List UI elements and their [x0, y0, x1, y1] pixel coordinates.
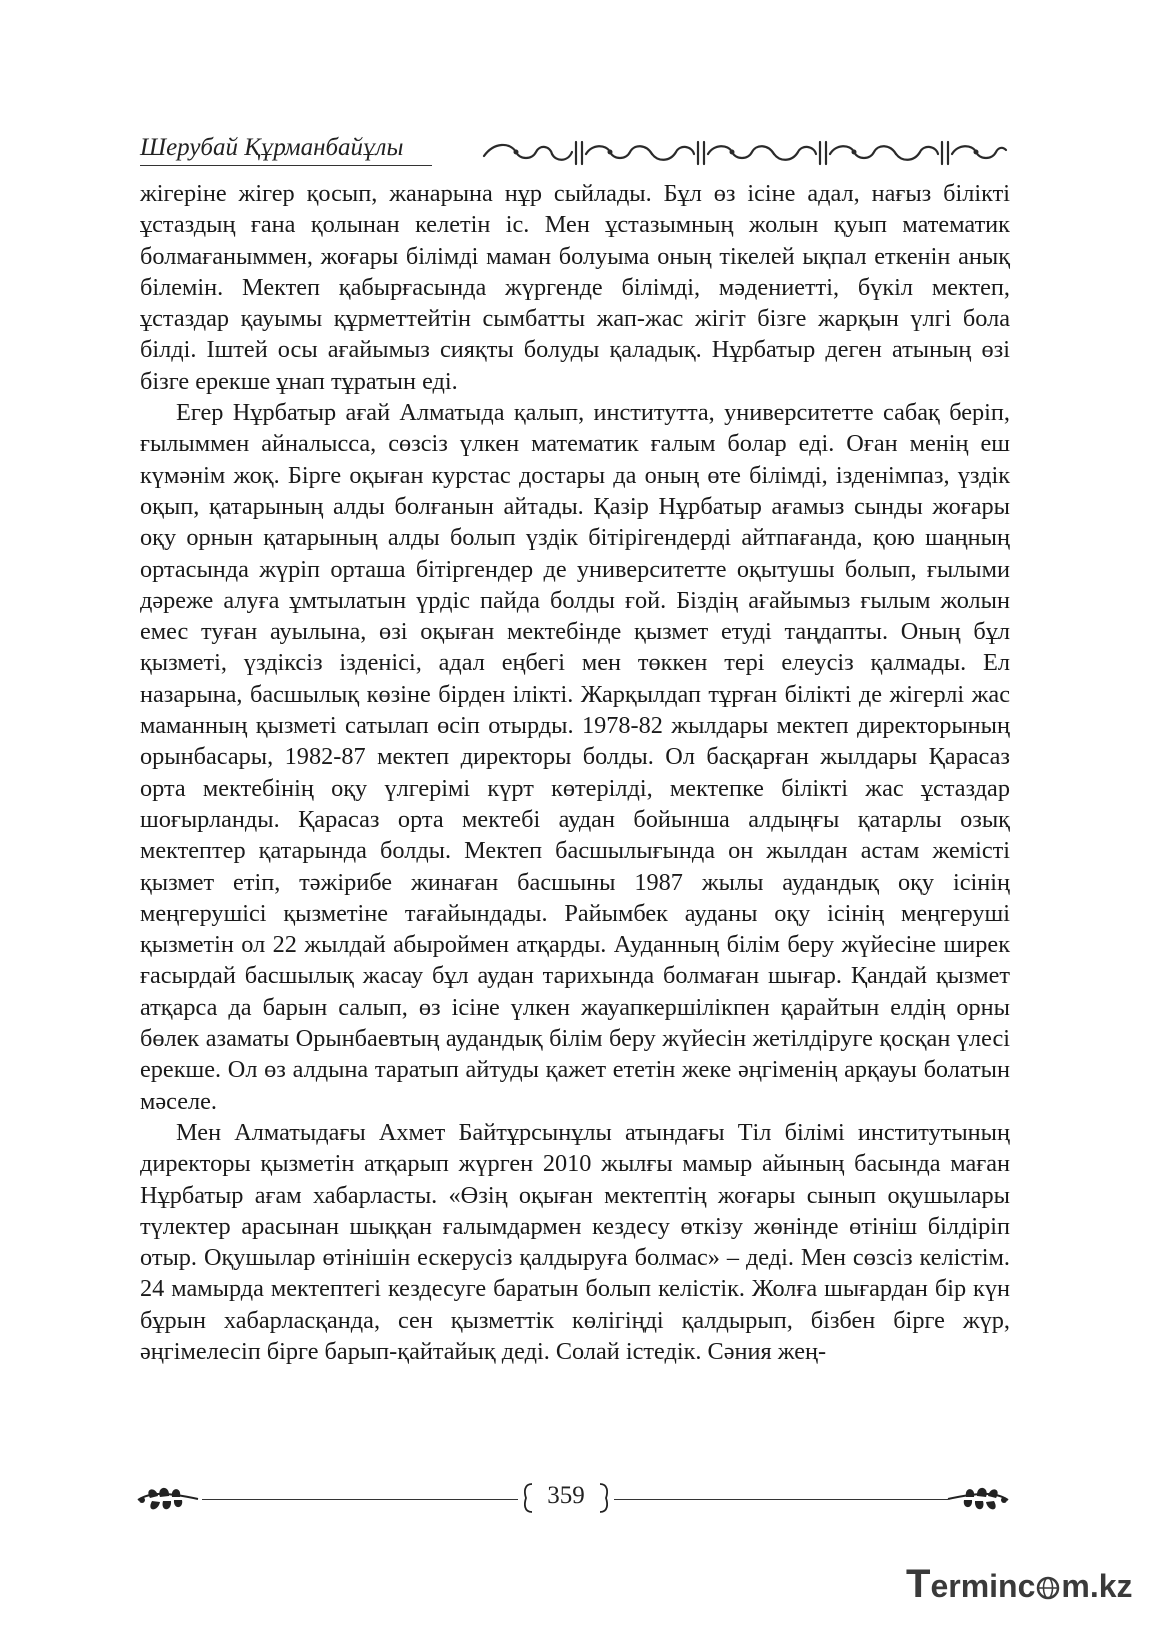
- paragraph-1: жігеріне жігер қосып, жанарына нұр сыйлады. Бұл өз ісіне адал, нағыз білікті ұстаздың ғана қолынан келетін іс. Мен ұстазымның жолын қуып математик болмағаныммен, жоғары білімді маман болуыма оның тікелей ықпал еткенін анық білемін. Мектеп қабырғасында жүргенде білімді, мәдениетті, бүкіл мектеп, ұстаздар қауымы құрметтейтін сымбатты жап-жас жігіт бізге жарқын үлгі бола білді. Іштей осы ағайымыз сияқты болуды қаладық. Нұрбатыр деген атының өзі бізге ерекше ұнап тұратын еді.: [140, 180, 1010, 395]
- body-text: [140, 178, 1010, 1367]
- running-head-author: Шерубай Құрманбайұлы: [140, 134, 404, 161]
- watermark-text-part1: erminc: [930, 1568, 1036, 1604]
- globe-icon: [1036, 1576, 1060, 1600]
- page-footer: [140, 1480, 1010, 1520]
- watermark-initial: T: [906, 1562, 931, 1606]
- footer-rule-left: [202, 1499, 518, 1500]
- header-ornament-icon: [480, 138, 1008, 168]
- footer-rule-right: [614, 1499, 948, 1500]
- watermark-text-part2: m.kz: [1061, 1568, 1133, 1604]
- page-number: 359: [547, 1482, 585, 1509]
- page-header: [140, 130, 1010, 178]
- header-rule: [140, 165, 432, 166]
- paragraph-2: Егер Нұрбатыр ағай Алматыда қалып, институтта, университетте сабақ беріп, ғылыммен айналысса, сөзсіз үлкен математик ғалым болар еді. Оған менің еш күмәнім жоқ. Бірге оқыған курстас достары да оның өте білімді, ізденімпаз, үздік оқып, қатарының алды болғанын айтады. Қазір Нұрбатыр ағамыз сынды жоғары оқу орнын қатарының алды болып үздік бітірігендерді айтпағанда, қою шаңның ортасында жүріп орташа бітіргендер де университетте оқытушы болып, ғылыми дәреже алуға ұмтылатын үрдіс пайда болды ғой. Біздің ағайымыз ғылым жолын емес туған ауылына, өзі оқыған мектебінде қызмет етуді таңдапты. Оның бұл қызметі, үздіксіз ізденісі, адал еңбегі мен төккен тері елеусіз қалмады. Ел назарына, басшылық көзіне бірден ілікті. Жарқылдап тұрған білікті де жігерлі жас маманның қызметі сатылап өсіп отырды. 1978-82 жылдары мектеп директорының орынбасары, 1982-87 мектеп директоры болды. Ол басқарған жылдары Қарасаз орта мектебінің оқу үлгерімі күрт көтерілді, мектепке білікті жас ұстаздар шоғырланды. Қарасаз орта мектебі аудан бойынша алдыңғы қатарлы озық мектептер қатарында болды. Мектеп басшылығында он жылдан астам жемісті қызмет етіп, тәжірибе жинаған басшыны 1987 жылы аудандық оқу ісінің меңгерушісі қызметіне тағайындады. Райымбек ауданы оқу ісінің меңгеруші қызметін ол 22 жылдай абыроймен атқарды. Ауданның білім беру жүйесіне ширек ғасырдай басшылық жасау бұл аудан тарихында болмаған шығар. Қандай қызмет атқарса да барын салып, өз ісіне үлкен жауапкершілікпен қарайтын елдің орны бөлек азаматы Орынбаевтың аудандық білім беру жүйесін жетілдіруге қосқан үлесі ерекше. Ол өз алдына таратып айтуды қажет ететін жеке әңгіменің арқауы болатын мәселе.: [140, 399, 1010, 1115]
- page-number-right-bracket-icon: [598, 1482, 610, 1514]
- leaf-ornament-right-icon: [946, 1484, 1010, 1514]
- paragraph-3: Мен Алматыдағы Ахмет Байтұрсынұлы атындағы Тіл білімі институтының директоры қызметін атқарып жүрген 2010 жылғы мамыр айының басында маған Нұрбатыр ағам хабарласты. «Өзің оқыған мектептің жоғары сынып оқушылары түлектер арасынан шыққан ғалымдармен кездесу өткізу жөнінде өтініш білдіріп отыр. Оқушылар өтінішін ескерусіз қалдыруға болмас» – деді. Мен сөзсіз келістім. 24 мамырда мектептегі кездесуге баратын болып келістік. Жолға шығардан бір күн бұрын хабарласқанда, сен қызметтік көлігіңді қалдырып, бізбен бірге жүр, әңгімелесіп бірге барып-қайтайық деді. Солай істедік. Сәния жең-: [140, 1118, 1010, 1365]
- terminkom-watermark: [906, 1562, 1133, 1606]
- leaf-ornament-left-icon: [136, 1484, 200, 1514]
